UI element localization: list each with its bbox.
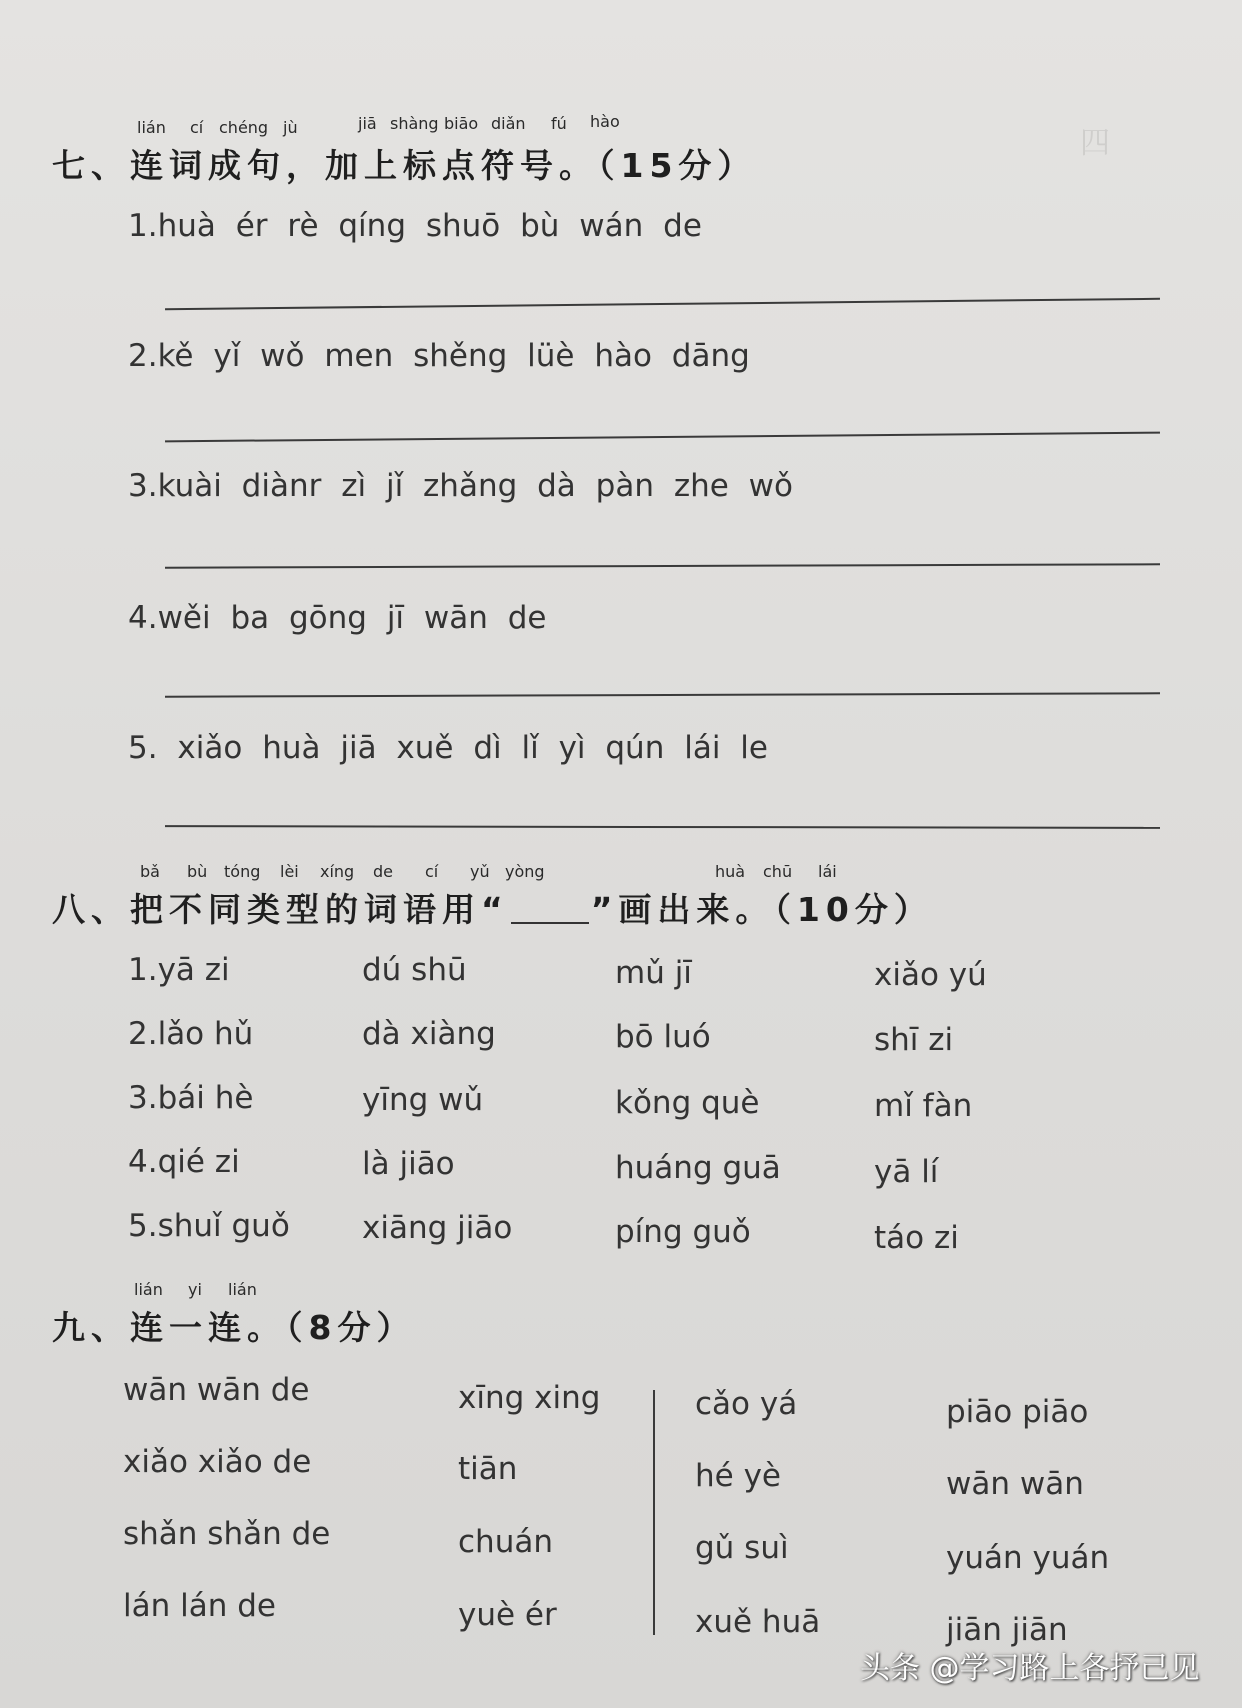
- pinyin-lian-2: lián: [134, 1280, 163, 1299]
- pinyin-de: de: [373, 862, 393, 881]
- word-1-2[interactable]: dú shū: [362, 952, 467, 988]
- word-4-1[interactable]: 4.qié zi: [128, 1144, 240, 1180]
- underline-sample: [511, 900, 589, 924]
- pinyin-dian: diǎn: [491, 114, 526, 133]
- section-9-title: 九、连一连。（8分）: [52, 1308, 416, 1347]
- word-5-1[interactable]: 5.shuǐ guǒ: [128, 1208, 290, 1244]
- pinyin-yi: yi: [188, 1280, 202, 1299]
- pinyin-shang: shàng: [390, 114, 439, 133]
- answer-line-4[interactable]: [165, 692, 1160, 697]
- pinyin-ci-2: cí: [425, 862, 439, 881]
- match-left-4[interactable]: lán lán de: [123, 1588, 276, 1624]
- watermark: 头条 @学习路上各抒己见: [860, 1651, 1200, 1686]
- column-divider: [653, 1390, 655, 1635]
- word-1-1[interactable]: 1.yā zi: [128, 952, 230, 988]
- word-3-4[interactable]: mǐ fàn: [874, 1088, 973, 1124]
- answer-line-1[interactable]: [165, 298, 1160, 310]
- pinyin-ju: jù: [283, 118, 298, 137]
- pinyin-fu: fú: [551, 114, 567, 133]
- match-noun-1[interactable]: xīng xing: [458, 1380, 601, 1416]
- section-7-title: 七、连词成句，加上标点符号。（15分）: [52, 146, 757, 185]
- pinyin-lian: lián: [137, 118, 166, 137]
- pinyin-jia: jiā: [358, 114, 377, 133]
- match-noun-8[interactable]: xuě huā: [695, 1604, 821, 1640]
- pinyin-tong: tóng: [224, 862, 261, 881]
- match-left-2[interactable]: xiǎo xiǎo de: [123, 1444, 312, 1480]
- match-noun-6[interactable]: hé yè: [695, 1458, 781, 1494]
- word-4-3[interactable]: huáng guā: [615, 1150, 781, 1186]
- pinyin-yu: yǔ: [470, 862, 490, 881]
- word-3-1[interactable]: 3.bái hè: [128, 1080, 254, 1116]
- match-right-3[interactable]: yuán yuán: [946, 1540, 1110, 1576]
- pinyin-lei: lèi: [280, 862, 299, 881]
- word-4-2[interactable]: là jiāo: [362, 1146, 455, 1182]
- word-2-1[interactable]: 2.lǎo hǔ: [128, 1016, 254, 1052]
- word-3-3[interactable]: kǒng què: [615, 1085, 760, 1121]
- pinyin-xing: xíng: [320, 862, 355, 881]
- section-7-question-1: 1.huà ér rè qíng shuō bù wán de: [128, 208, 702, 244]
- match-noun-7[interactable]: gǔ suì: [695, 1530, 789, 1566]
- section-7-question-4: 4.wěi ba gōng jī wān de: [128, 600, 547, 636]
- word-4-4[interactable]: yā lí: [874, 1154, 939, 1190]
- answer-line-3[interactable]: [165, 563, 1160, 568]
- answer-line-5[interactable]: [165, 825, 1160, 829]
- word-2-2[interactable]: dà xiàng: [362, 1016, 496, 1052]
- section-7-question-5: 5. xiǎo huà jiā xuě dì lǐ yì qún lái le: [128, 730, 768, 766]
- match-noun-3[interactable]: chuán: [458, 1524, 553, 1560]
- match-noun-2[interactable]: tiān: [458, 1451, 518, 1487]
- pinyin-lai: lái: [818, 862, 837, 881]
- word-2-3[interactable]: bō luó: [615, 1019, 711, 1055]
- match-right-1[interactable]: piāo piāo: [946, 1394, 1089, 1430]
- word-5-4[interactable]: táo zi: [874, 1220, 959, 1256]
- pinyin-cheng: chéng: [219, 118, 269, 137]
- pinyin-yong: yòng: [505, 862, 545, 881]
- word-5-3[interactable]: píng guǒ: [615, 1214, 751, 1250]
- section-8-title-end: ”画出来。（10分）: [590, 890, 933, 929]
- pinyin-chu: chū: [763, 862, 793, 881]
- word-1-3[interactable]: mǔ jī: [615, 955, 692, 991]
- pinyin-bu: bù: [187, 862, 208, 881]
- pinyin-hao: hào: [590, 112, 620, 131]
- word-5-2[interactable]: xiāng jiāo: [362, 1210, 513, 1246]
- pinyin-biao: biāo: [444, 114, 479, 133]
- word-2-4[interactable]: shī zi: [874, 1022, 954, 1058]
- pinyin-lian-3: lián: [228, 1280, 257, 1299]
- match-left-3[interactable]: shǎn shǎn de: [123, 1516, 331, 1552]
- section-8-title: [52, 884, 933, 931]
- match-noun-5[interactable]: cǎo yá: [695, 1386, 798, 1422]
- bleed-through-text: 四: [1080, 126, 1110, 161]
- answer-line-2[interactable]: [165, 432, 1160, 443]
- pinyin-hua: huà: [715, 862, 746, 881]
- section-7-question-2: 2.kě yǐ wǒ men shěng lüè hào dāng: [128, 338, 750, 374]
- match-noun-4[interactable]: yuè ér: [458, 1597, 557, 1633]
- section-8-title-start: 八、把不同类型的词语用“: [52, 890, 509, 929]
- pinyin-ci: cí: [190, 118, 204, 137]
- section-7-question-3: 3.kuài diànr zì jǐ zhǎng dà pàn zhe wǒ: [128, 468, 794, 504]
- match-right-2[interactable]: wān wān: [946, 1466, 1084, 1502]
- match-right-4[interactable]: jiān jiān: [946, 1612, 1068, 1648]
- match-left-1[interactable]: wān wān de: [123, 1372, 310, 1408]
- word-3-2[interactable]: yīng wǔ: [362, 1082, 484, 1118]
- pinyin-ba: bǎ: [140, 862, 160, 881]
- word-1-4[interactable]: xiǎo yú: [874, 957, 987, 993]
